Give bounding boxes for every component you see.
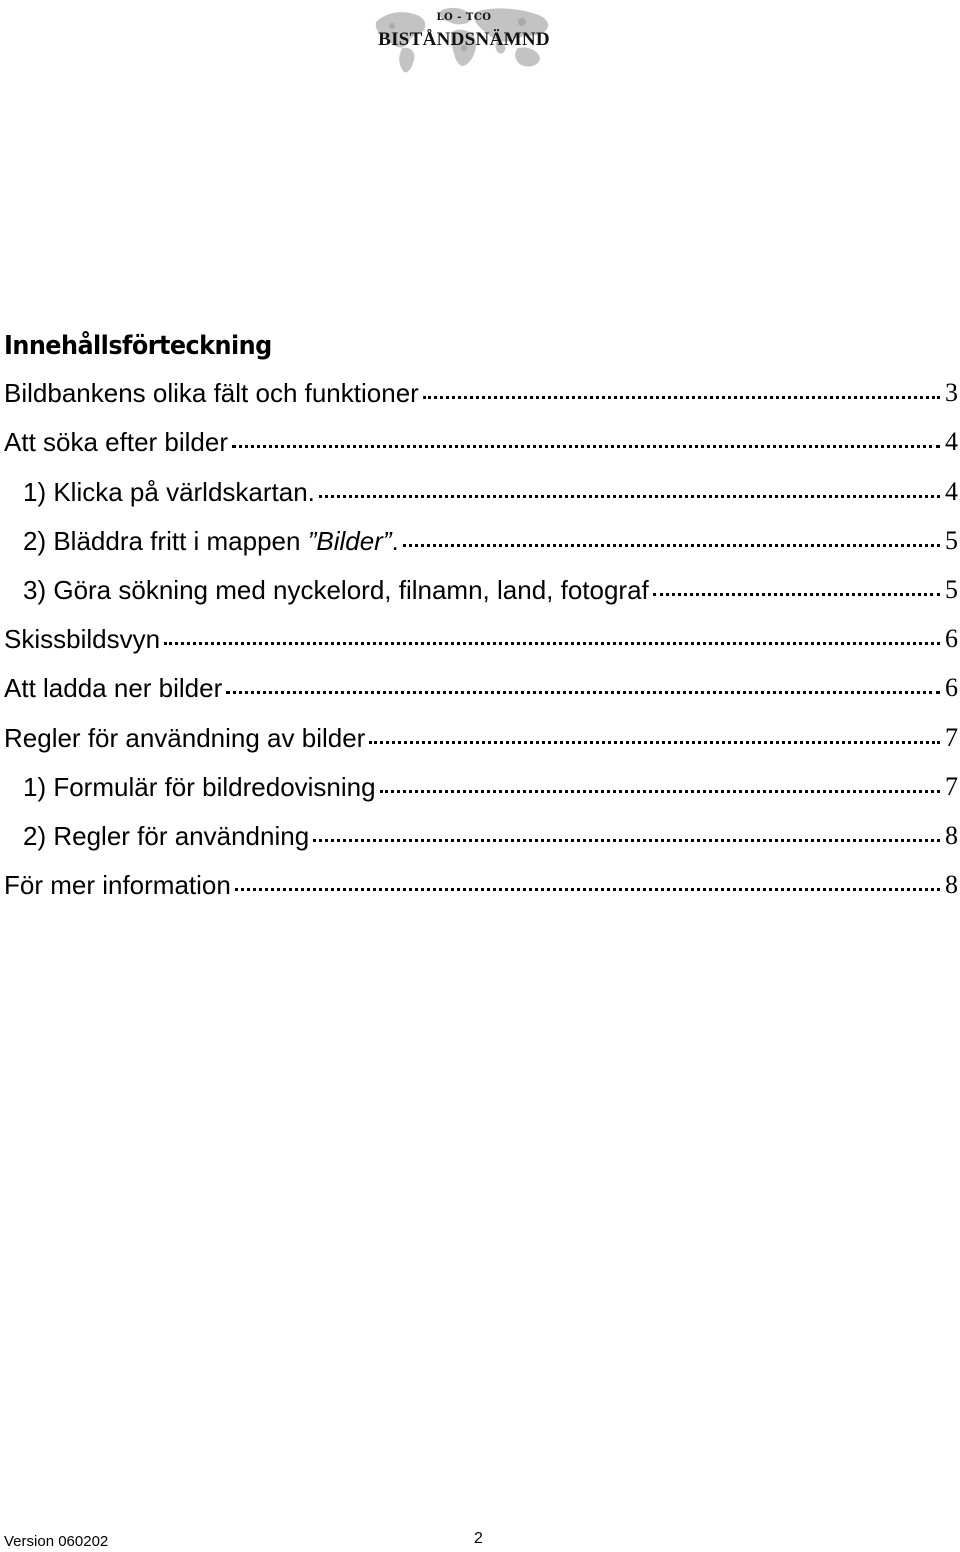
toc-entry-text: 2) Regler för användning — [23, 820, 310, 851]
toc-leader-dots — [319, 495, 940, 498]
toc-entry-page: 7 — [945, 771, 958, 801]
toc-entry[interactable] — [0, 414, 960, 463]
toc-entry-text: Att söka efter bilder — [4, 427, 228, 458]
toc-entry-text: För mer information — [4, 870, 231, 901]
toc-entry-page: 4 — [945, 427, 958, 457]
toc-entry-text: Regler för användning av bilder — [4, 722, 366, 753]
toc-entry[interactable] — [0, 808, 960, 857]
toc-entry-page: 5 — [945, 574, 958, 604]
toc-leader-dots — [235, 888, 940, 891]
logo-main-text: BISTÅNDSNÄMND — [378, 29, 550, 50]
toc-entry-text: Bildbankens olika fält och funktioner — [4, 378, 419, 409]
toc-entry[interactable] — [0, 463, 960, 512]
toc-entry-text: Skissbildsvyn — [4, 624, 161, 655]
toc-leader-dots — [369, 741, 940, 744]
toc-leader-dots — [403, 544, 940, 547]
toc-entry-page: 7 — [945, 722, 958, 752]
toc-entry[interactable] — [0, 562, 960, 611]
toc-entry[interactable] — [0, 611, 960, 660]
toc-leader-dots — [653, 593, 940, 596]
toc-leader-dots — [423, 396, 940, 399]
toc-entry-text-italic: ”Bilder” — [307, 525, 392, 556]
toc-entry-text-before: 2) Bläddra fritt i mappen — [23, 525, 308, 556]
toc-leader-dots — [313, 839, 940, 842]
toc-entry[interactable] — [0, 709, 960, 758]
toc-leader-dots — [164, 642, 940, 645]
logo — [372, 4, 556, 76]
toc-entry-page: 6 — [945, 624, 958, 654]
toc-entry-text: Att ladda ner bilder — [4, 673, 223, 704]
footer-version: Version 060202 — [4, 1533, 109, 1550]
toc-entry-page: 8 — [945, 870, 958, 900]
toc-entry[interactable] — [0, 759, 960, 808]
toc-entry-page: 6 — [945, 673, 958, 703]
toc-entry-text: 3) Göra sökning med nyckelord, filnamn, land, fotograf — [23, 574, 649, 605]
toc-entry-text-after: . — [391, 525, 399, 556]
logo-top-text: LO - TCO — [436, 12, 492, 23]
toc-entry-text — [23, 526, 403, 562]
toc-entry[interactable] — [0, 513, 960, 562]
toc-entry-text: 1) Klicka på världskartan. — [23, 476, 315, 507]
toc-leader-dots — [380, 790, 940, 793]
toc-entry-page: 8 — [945, 820, 958, 850]
toc-leader-dots — [232, 445, 940, 448]
toc-heading: Innehållsförteckning — [4, 331, 272, 361]
toc-entry-page: 4 — [945, 476, 958, 506]
footer-page-number: 2 — [474, 1530, 483, 1547]
toc-entry[interactable] — [0, 365, 960, 414]
toc-entry-page: 5 — [945, 525, 958, 555]
toc-entry-page: 3 — [945, 378, 958, 408]
toc-entry[interactable] — [0, 660, 960, 709]
toc-leader-dots — [226, 691, 940, 694]
toc-entry[interactable] — [0, 857, 960, 906]
table-of-contents — [0, 365, 960, 906]
toc-entry-text: 1) Formulär för bildredovisning — [23, 771, 376, 802]
